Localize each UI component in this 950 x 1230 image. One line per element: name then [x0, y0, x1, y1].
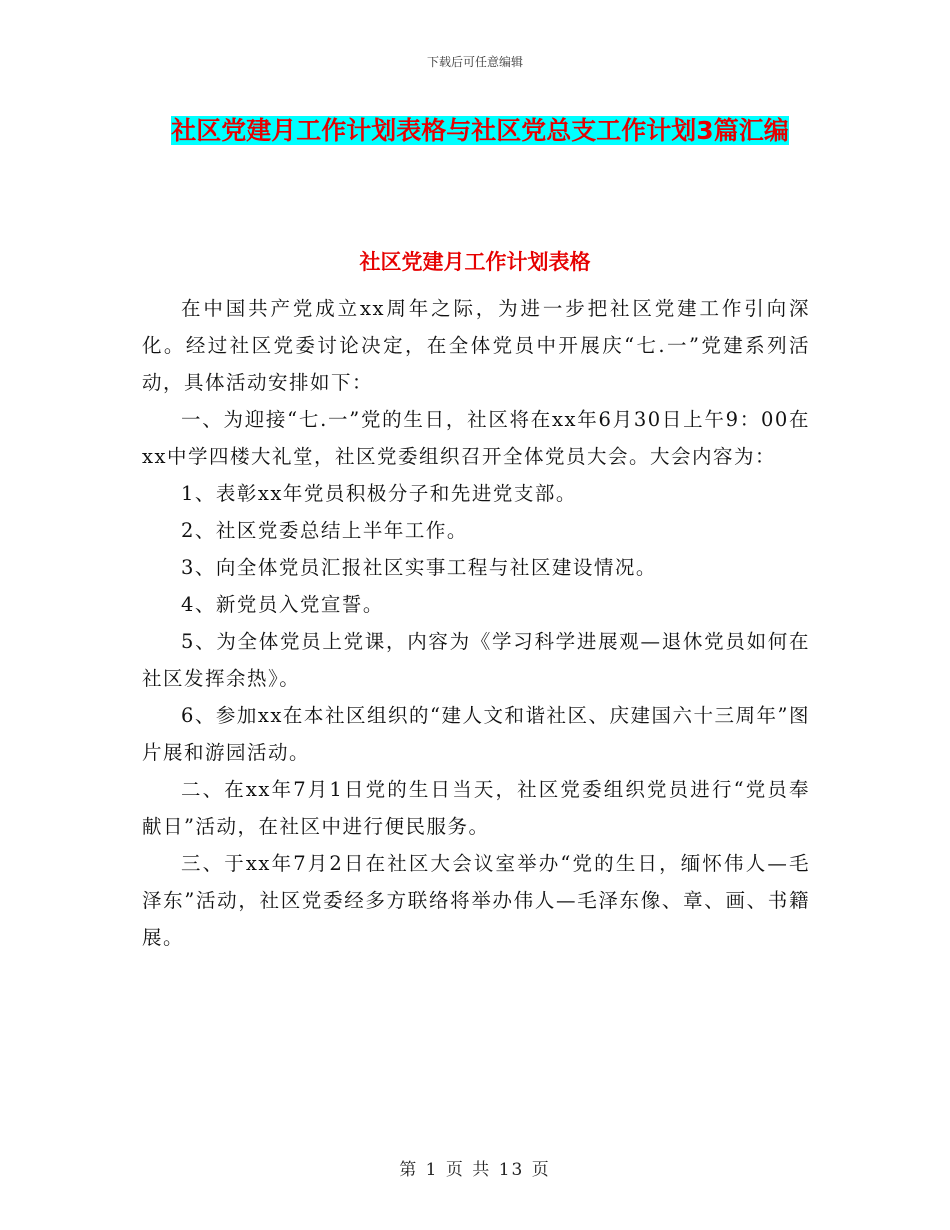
paragraph: 在中国共产党成立xx周年之际，为进一步把社区党建工作引向深化。经过社区党委讨论决定，在全体党员中开展庆“七.一”党建系列活动，具体活动安排如下： — [142, 297, 810, 394]
paragraph: 6、参加xx在本社区组织的“建人文和谐社区、庆建国六十三周年”图片展和游园活动。 — [142, 704, 810, 764]
paragraph: 5、为全体党员上党课，内容为《学习科学进展观—退休党员如何在社区发挥余热》。 — [142, 630, 810, 690]
document-body — [142, 290, 810, 956]
paragraph: 1、表彰xx年党员积极分子和先进党支部。 — [181, 482, 577, 505]
header-note: 下载后可任意编辑 — [426, 55, 523, 69]
document-title — [140, 108, 820, 154]
page-footer: 第 1 页 共 13 页 — [399, 1160, 551, 1180]
paragraph: 3、向全体党员汇报社区实事工程与社区建设情况。 — [181, 556, 657, 579]
document-title-text: 社区党建月工作计划表格与社区党总支工作计划3篇汇编 — [171, 116, 789, 145]
paragraph: 2、社区党委总结上半年工作。 — [181, 519, 468, 542]
paragraph: 二、在xx年7月1日党的生日当天，社区党委组织党员进行“党员奉献日”活动，在社区中进行便民服务。 — [142, 778, 810, 838]
paragraph: 三、于xx年7月2日在社区大会议室举办“党的生日，缅怀伟人—毛泽东”活动，社区党委经多方联络将举办伟人—毛泽东像、章、画、书籍展。 — [142, 852, 810, 949]
paragraph: 一、为迎接“七.一”党的生日，社区将在xx年6月30日上午9：00在xx中学四楼大礼堂，社区党委组织召开全体党员大会。大会内容为： — [142, 408, 810, 468]
section-title: 社区党建月工作计划表格 — [359, 250, 591, 274]
paragraph: 4、新党员入党宣誓。 — [181, 593, 384, 616]
